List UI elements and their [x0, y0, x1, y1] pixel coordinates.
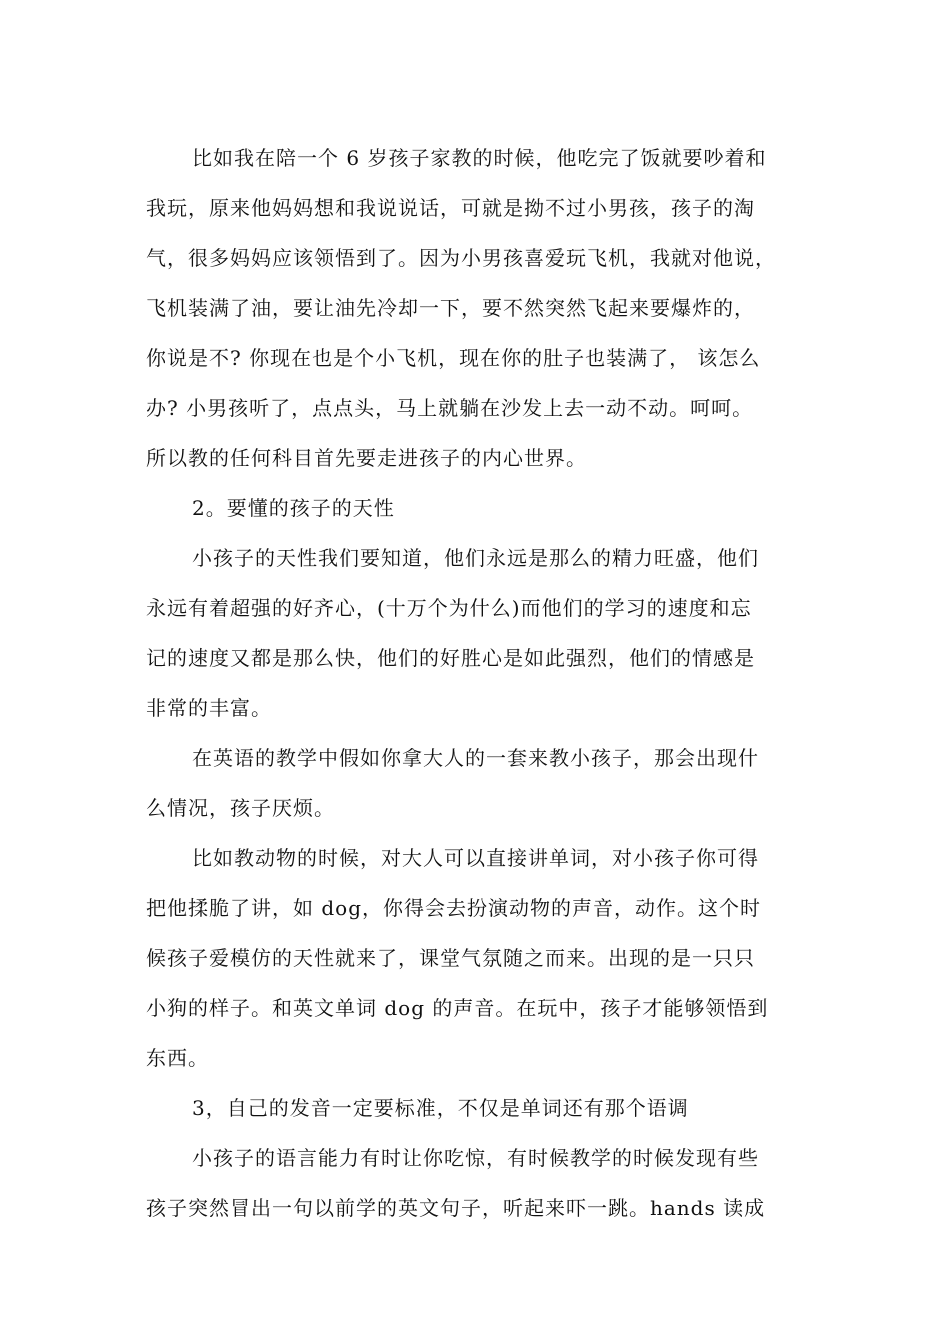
- section-heading: 3，自己的发音一定要标准，不仅是单词还有那个语调: [192, 1096, 689, 1120]
- paragraph-line: 小狗的样子。和英文单词 dog 的声音。在玩中，孩子才能够领悟到: [146, 996, 769, 1020]
- section-heading: 2。要懂的孩子的天性: [192, 496, 395, 520]
- paragraph-line: 东西。: [146, 1046, 209, 1070]
- paragraph-line: 在英语的教学中假如你拿大人的一套来教小孩子，那会出现什: [192, 746, 759, 770]
- paragraph-line: 比如教动物的时候，对大人可以直接讲单词，对小孩子你可得: [192, 846, 759, 870]
- paragraph-line: 把他揉脆了讲，如 dog，你得会去扮演动物的声音，动作。这个时: [146, 896, 762, 920]
- paragraph-line: 小孩子的语言能力有时让你吃惊，有时候教学的时候发现有些: [192, 1146, 759, 1170]
- paragraph-line: 办? 小男孩听了，点点头，马上就躺在沙发上去一动不动。呵呵。: [146, 396, 754, 420]
- paragraph-line: 气，很多妈妈应该领悟到了。因为小男孩喜爱玩飞机，我就对他说，: [146, 246, 776, 270]
- paragraph-line: 候孩子爱模仿的天性就来了，课堂气氛随之而来。出现的是一只只: [146, 946, 755, 970]
- paragraph-line: 记的速度又都是那么快，他们的好胜心是如此强烈，他们的情感是: [146, 646, 755, 670]
- paragraph-line: 我玩，原来他妈妈想和我说说话，可就是拗不过小男孩，孩子的淘: [146, 196, 755, 220]
- paragraph-line: 比如我在陪一个 6 岁孩子家教的时候，他吃完了饭就要吵着和: [192, 146, 767, 170]
- paragraph-line: 非常的丰富。: [146, 696, 272, 720]
- paragraph-line: 你说是不? 你现在也是个小飞机，现在你的肚子也装满了， 该怎么: [146, 346, 761, 370]
- paragraph-line: 永远有着超强的好齐心，(十万个为什么)而他们的学习的速度和忘: [146, 596, 752, 620]
- paragraph-line: 小孩子的天性我们要知道，他们永远是那么的精力旺盛，他们: [192, 546, 759, 570]
- paragraph-line: 孩子突然冒出一句以前学的英文句子，听起来吓一跳。hands 读成: [146, 1196, 766, 1220]
- paragraph-line: 所以教的任何科目首先要走进孩子的内心世界。: [146, 446, 587, 470]
- paragraph-line: 飞机装满了油，要让油先冷却一下，要不然突然飞起来要爆炸的，: [146, 296, 755, 320]
- paragraph-line: 么情况，孩子厌烦。: [146, 796, 335, 820]
- body-text: [146, 133, 822, 1233]
